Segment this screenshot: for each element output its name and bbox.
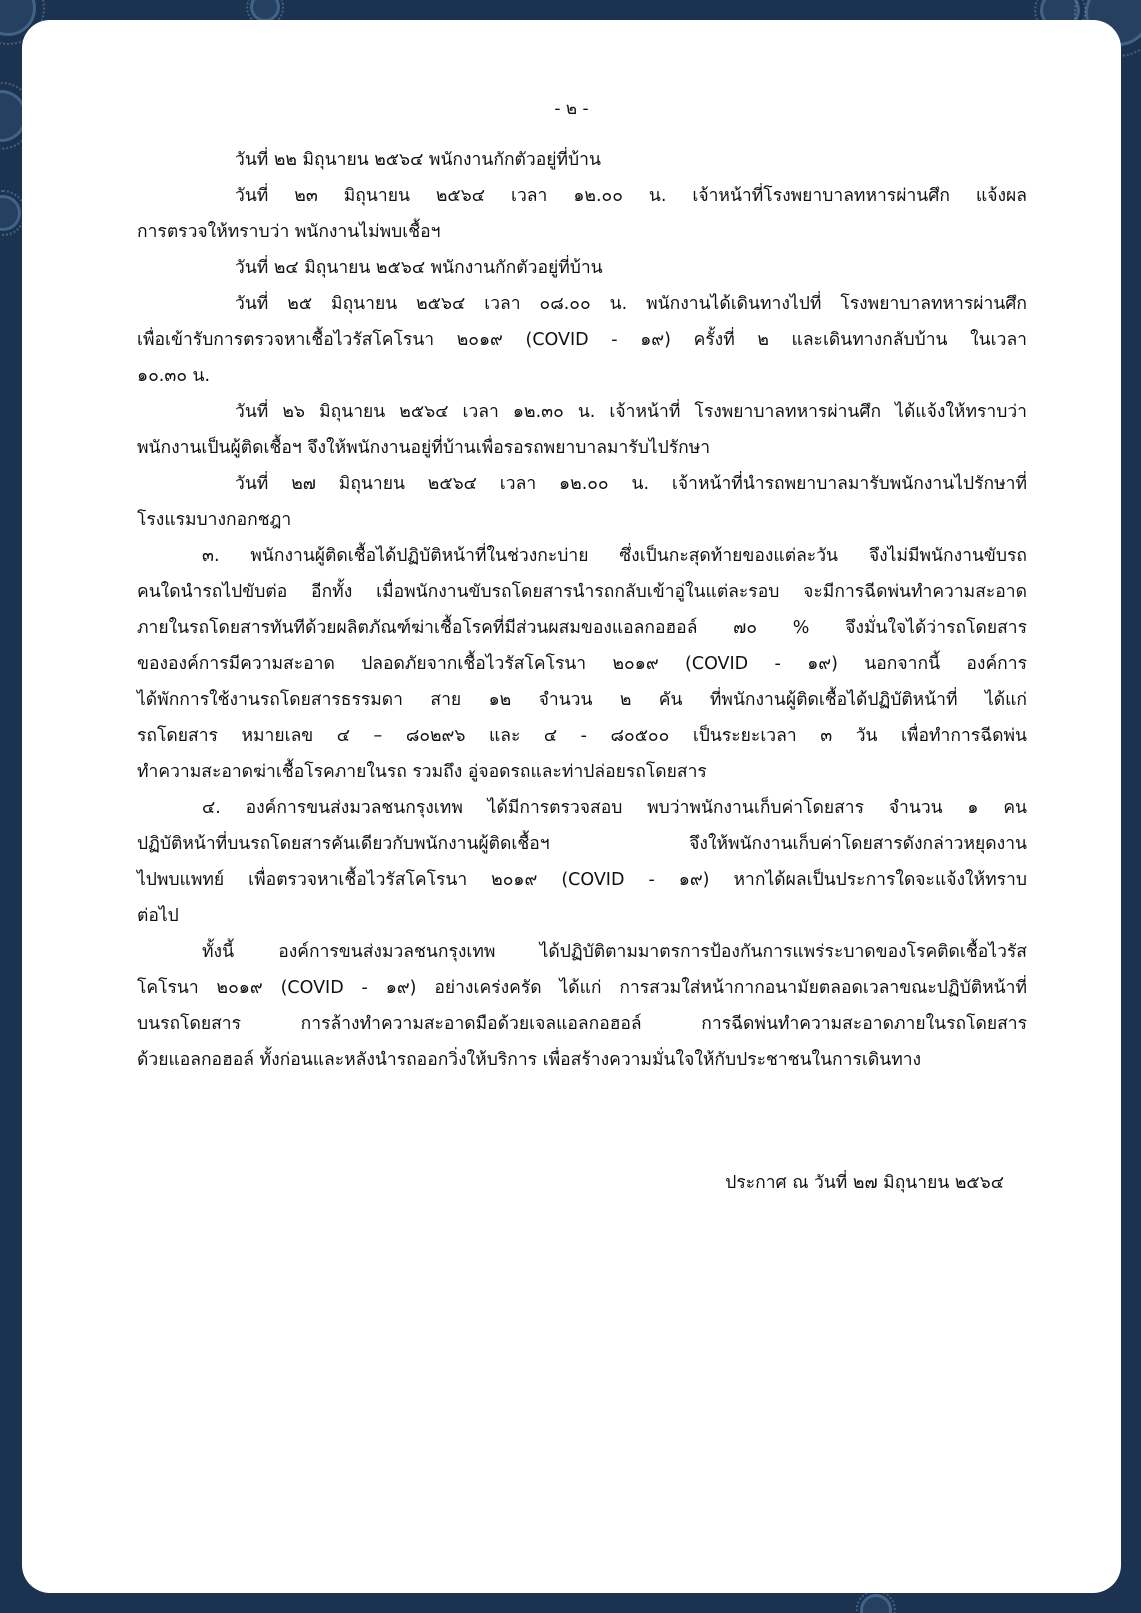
document-body bbox=[137, 142, 1027, 1078]
virus-decoration-icon bbox=[860, 1594, 892, 1613]
paragraph-line: ปฏิบัติหน้าที่บนรถโดยสารคันเดียวกับพนักงานผู้ติดเชื้อฯ จึงให้พนักงานเก็บค่าโดยสารดังกล่าวหยุดงาน bbox=[137, 834, 1027, 854]
paragraph-line: โรงแรมบางกอกชฎา bbox=[137, 510, 292, 530]
paragraph-line: ทั้งนี้ องค์การขนส่งมวลชนกรุงเทพ ได้ปฏิบัติตามมาตรการป้องกันการแพร่ระบาดของโรคติดเชื้อไวรัส bbox=[202, 942, 1027, 962]
paragraph-line: วันที่ ๒๓ มิถุนายน ๒๕๖๔ เวลา ๑๒.๐๐ น. เจ้าหน้าที่โรงพยาบาลทหารผ่านศึก แจ้งผล bbox=[235, 186, 1027, 206]
paragraph-line: ภายในรถโดยสารทันทีด้วยผลิตภัณฑ์ฆ่าเชื้อโรคที่มีส่วนผสมของแอลกอฮอล์ ๗๐ % จึงมั่นใจได้ว่ารถโดยสาร bbox=[137, 618, 1027, 638]
virus-decoration-icon bbox=[250, 0, 280, 22]
paragraph-line: วันที่ ๒๕ มิถุนายน ๒๕๖๔ เวลา ๐๘.๐๐ น. พนักงานได้เดินทางไปที่ โรงพยาบาลทหารผ่านศึก bbox=[235, 294, 1027, 314]
paragraph-line: ได้พักการใช้งานรถโดยสารธรรมดา สาย ๑๒ จำนวน ๒ คัน ที่พนักงานผู้ติดเชื้อได้ปฏิบัติหน้าที่ ได้แก่ bbox=[137, 690, 1027, 710]
paragraph-line: วันที่ ๒๒ มิถุนายน ๒๕๖๔ พนักงานกักตัวอยู่ที่บ้าน bbox=[235, 150, 601, 170]
document-page bbox=[22, 20, 1121, 1593]
paragraph-line: วันที่ ๒๔ มิถุนายน ๒๕๖๔ พนักงานกักตัวอยู่ที่บ้าน bbox=[235, 258, 603, 278]
paragraph-line: การตรวจให้ทราบว่า พนักงานไม่พบเชื้อฯ bbox=[137, 222, 441, 242]
paragraph-line: ต่อไป bbox=[137, 906, 179, 926]
announcement-date: ประกาศ ณ วันที่ ๒๗ มิถุนายน ๒๕๖๔ bbox=[725, 1173, 1004, 1193]
paragraph-line: ๑๐.๓๐ น. bbox=[137, 366, 211, 386]
paragraph-line: ๓. พนักงานผู้ติดเชื้อได้ปฏิบัติหน้าที่ในช่วงกะบ่าย ซึ่งเป็นกะสุดท้ายของแต่ละวัน จึงไม่มีพนักงานขับรถ bbox=[202, 546, 1027, 566]
paragraph-line: ทำความสะอาดฆ่าเชื้อโรคภายในรถ รวมถึง อู่จอดรถและท่าปล่อยรถโดยสาร bbox=[137, 762, 707, 782]
paragraph-line: โคโรนา ๒๐๑๙ (COVID - ๑๙) อย่างเคร่งครัด ได้แก่ การสวมใส่หน้ากากอนามัยตลอดเวลาขณะปฏิบัติหน้าที่ bbox=[137, 978, 1027, 998]
virus-decoration-icon bbox=[0, 195, 21, 231]
paragraph-line: บนรถโดยสาร การล้างทำความสะอาดมือด้วยเจลแอลกอฮอล์ การฉีดพ่นทำความสะอาดภายในรถโดยสาร bbox=[137, 1014, 1027, 1034]
paragraph-line: รถโดยสาร หมายเลข ๔ – ๘๐๒๙๖ และ ๔ - ๘๐๕๐๐ เป็นระยะเวลา ๓ วัน เพื่อทำการฉีดพ่น bbox=[137, 726, 1027, 746]
paragraph-line: คนใดนำรถไปขับต่อ อีกทั้ง เมื่อพนักงานขับรถโดยสารนำรถกลับเข้าอู่ในแต่ละรอบ จะมีการฉีดพ่นทำความสะอาด bbox=[137, 582, 1027, 602]
paragraph-line: ด้วยแอลกอฮอล์ ทั้งก่อนและหลังนำรถออกวิ่งให้บริการ เพื่อสร้างความมั่นใจให้กับประชาชนในการเดินทาง bbox=[137, 1050, 922, 1070]
page-number: - ๒ - bbox=[554, 99, 589, 119]
paragraph-line: ขององค์การมีความสะอาด ปลอดภัยจากเชื้อไวรัสโคโรนา ๒๐๑๙ (COVID - ๑๙) นอกจากนี้ องค์การ bbox=[137, 654, 1027, 674]
paragraph-line: เพื่อเข้ารับการตรวจหาเชื้อไวรัสโคโรนา ๒๐๑๙ (COVID - ๑๙) ครั้งที่ ๒ และเดินทางกลับบ้าน ในเวลา bbox=[137, 330, 1027, 350]
paragraph-line: พนักงานเป็นผู้ติดเชื้อฯ จึงให้พนักงานอยู่ที่บ้านเพื่อรอรถพยาบาลมารับไปรักษา bbox=[137, 438, 711, 458]
paragraph-line: วันที่ ๒๖ มิถุนายน ๒๕๖๔ เวลา ๑๒.๓๐ น. เจ้าหน้าที่ โรงพยาบาลทหารผ่านศึก ได้แจ้งให้ทราบว่า bbox=[235, 402, 1027, 422]
paragraph-line: ไปพบแพทย์ เพื่อตรวจหาเชื้อไวรัสโคโรนา ๒๐๑๙ (COVID - ๑๙) หากได้ผลเป็นประการใดจะแจ้งให้ทราบ bbox=[137, 870, 1027, 890]
paragraph-line: ๔. องค์การขนส่งมวลชนกรุงเทพ ได้มีการตรวจสอบ พบว่าพนักงานเก็บค่าโดยสาร จำนวน ๑ คน bbox=[202, 798, 1027, 818]
paragraph-line: วันที่ ๒๗ มิถุนายน ๒๕๖๔ เวลา ๑๒.๐๐ น. เจ้าหน้าที่นำรถพยาบาลมารับพนักงานไปรักษาที่ bbox=[235, 474, 1027, 494]
